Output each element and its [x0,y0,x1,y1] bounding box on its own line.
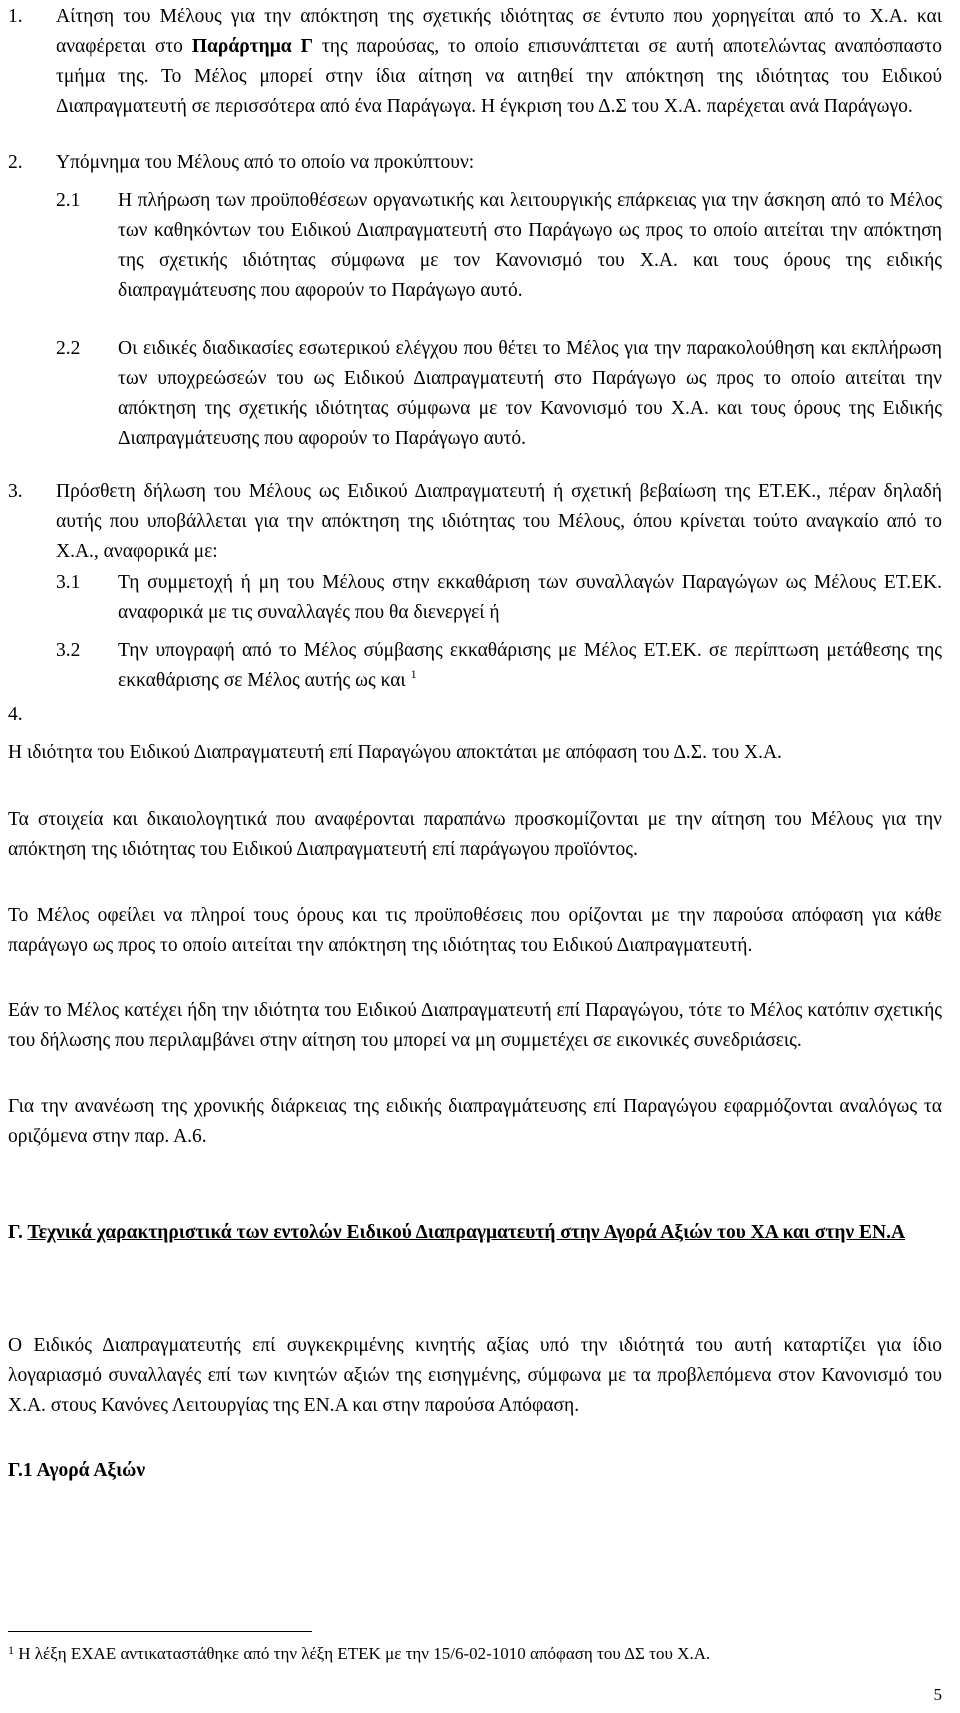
footnote-marker: 1 [8,1643,14,1657]
paragraph: Εάν το Μέλος κατέχει ήδη την ιδιότητα του Ειδικού Διαπραγματευτή επί Παραγώγου, τότε το Μέλος κατόπιν σχετικής του δήλωσης που περιλαμβάνει στην αίτηση του μπορεί να μη συμμετέχει σε εικονικές συνεδριάσεις. [8,1000,942,1051]
paragraph: Το Μέλος οφείλει να πληροί τους όρους και τις προϋποθέσεις που ορίζονται με την παρούσα απόφαση για κάθε παράγωγο ως προς το οποίο αιτείται την απόκτηση της ιδιότητας του Ειδικού Διαπραγματευτή. [8,905,942,956]
footnote-divider [8,1631,312,1632]
sublist-number: 3.2 [56,640,81,661]
paragraph: Τα στοιχεία και δικαιολογητικά που αναφέρονται παραπάνω προσκομίζονται με την αίτηση του Μέλους για την απόκτηση της ιδιότητας του Ειδικού Διαπραγματευτή επί παράγωγου προϊόντος. [8,809,942,860]
sublist-item-2-2-text: Οι ειδικές διαδικασίες εσωτερικού ελέγχου που θέτει το Μέλος για την παρακολούθηση και εκπλήρωση των υποχρεώσεών του ως Ειδικού Διαπραγματευτή στο Παράγωγο ως προς το οποίο αιτείται την απόκτηση της σχετικής ιδιότητας σύμφωνα με τον Κανονισμό του Χ.Α. και τους όρους της Ειδικής Διαπραγμάτευσης που αφορούν το Παράγωγο αυτό. [118,338,942,449]
sublist-item-2-1-text: Η πλήρωση των προϋποθέσεων οργανωτικής και λειτουργικής επάρκειας για την άσκηση από το Μέλος των καθηκόντων του Ειδικού Διαπραγματευτή στο Παράγωγο ως προς το οποίο αιτείται την απόκτηση της σχετικής ιδιότητας σύμφωνα με τον Κανονισμό του Χ.Α. και τους όρους της ειδικής διαπραγμάτευσης που αφορούν το Παράγωγο αυτό. [118,190,942,301]
list-number: 3. [8,481,23,502]
sublist-number: 2.2 [56,338,81,359]
subsection-heading: Γ.1 Αγορά Αξιών [8,1460,146,1481]
annex-reference: Παράρτημα Γ [191,36,313,57]
list-number: 2. [8,152,23,173]
sublist-number: 2.1 [56,190,81,211]
sublist-number: 3.1 [56,572,81,593]
footnote-reference[interactable]: 1 [410,667,417,681]
list-number: 1. [8,6,23,27]
paragraph: Για την ανανέωση της χρονικής διάρκειας της ειδικής διαπραγμάτευσης επί Παραγώγου εφαρμόζονται αναλόγως τα οριζόμενα στην παρ. Α.6. [8,1096,942,1147]
section-paragraph: Ο Ειδικός Διαπραγματευτής επί συγκεκριμένης κινητής αξίας υπό την ιδιότητά του αυτή καταρτίζει για ίδιο λογαριασμό συναλλαγές επί των κινητών αξιών της εισηγμένης, σύμφωνα με τα προβλεπόμενα στον Κανονισμό του Χ.Α. στους Κανόνες Λειτουργίας της ΕΝ.Α και στην παρούσα Απόφαση. [8,1335,942,1416]
footnote: $^1$ Η λέξη ΕΧΑΕ αντικαταστάθηκε από την λέξη ΕΤΕΚ με την 15/6-02-1010 απόφαση του ΔΣ του Χ.Α. [8,1643,711,1663]
page-number: 5 [933,1685,942,1704]
sublist-item-3-1-text: Τη συμμετοχή ή μη του Μέλους στην εκκαθάριση των συναλλαγών Παραγώγων ως Μέλους ΕΤ.ΕΚ. αναφορικά με τις συναλλαγές που θα διενεργεί ή [118,572,942,623]
list-item-3-text: Πρόσθετη δήλωση του Μέλους ως Ειδικού Διαπραγματευτή ή σχετική βεβαίωση της ΕΤ.ΕΚ., πέραν δηλαδή αυτής που υποβάλλεται για την απόκτηση της ιδιότητας του Μέλους, όπου κρίνεται τούτο αναγκαίο από το Χ.Α., αναφορικά με: [56,481,942,562]
list-number: 4. [8,704,23,725]
paragraph: Η ιδιότητα του Ειδικού Διαπραγματευτή επί Παραγώγου αποκτάται με απόφαση του Δ.Σ. του Χ.Α. [8,742,782,763]
list-item-2-text: Υπόμνημα του Μέλους από το οποίο να προκύπτουν: [56,152,475,173]
sublist-item-3-2-text: Την υπογραφή από το Μέλος σύμβασης εκκαθάρισης με Μέλος ΕΤ.ΕΚ. σε περίπτωση μετάθεσης της εκκαθάρισης σε Μέλος αυτής ως και $^1$ [118,640,942,691]
list-item-1-text: Αίτηση του Μέλους για την απόκτηση της σχετικής ιδιότητας σε έντυπο που χορηγείται από το Χ.Α. και αναφέρεται στο Παράρτημα Γ της παρούσας, το οποίο επισυνάπτεται σε αυτή αποτελώντας αναπόσπαστο τμήμα της. Το Μέλος μπορεί στην ίδια αίτηση να αιτηθεί την απόκτηση της ιδιότητας του Ειδικού Διαπραγματευτή σε περισσότερα από ένα Παράγωγα. Η έγκριση του Δ.Σ του Χ.Α. παρέχεται ανά Παράγωγο. [56,6,942,117]
section-heading: Γ. Τεχνικά χαρακτηριστικά των εντολών Ειδικού Διαπραγματευτή στην Αγορά Αξιών του ΧΑ και στην ΕΝ.Α [8,1222,906,1243]
